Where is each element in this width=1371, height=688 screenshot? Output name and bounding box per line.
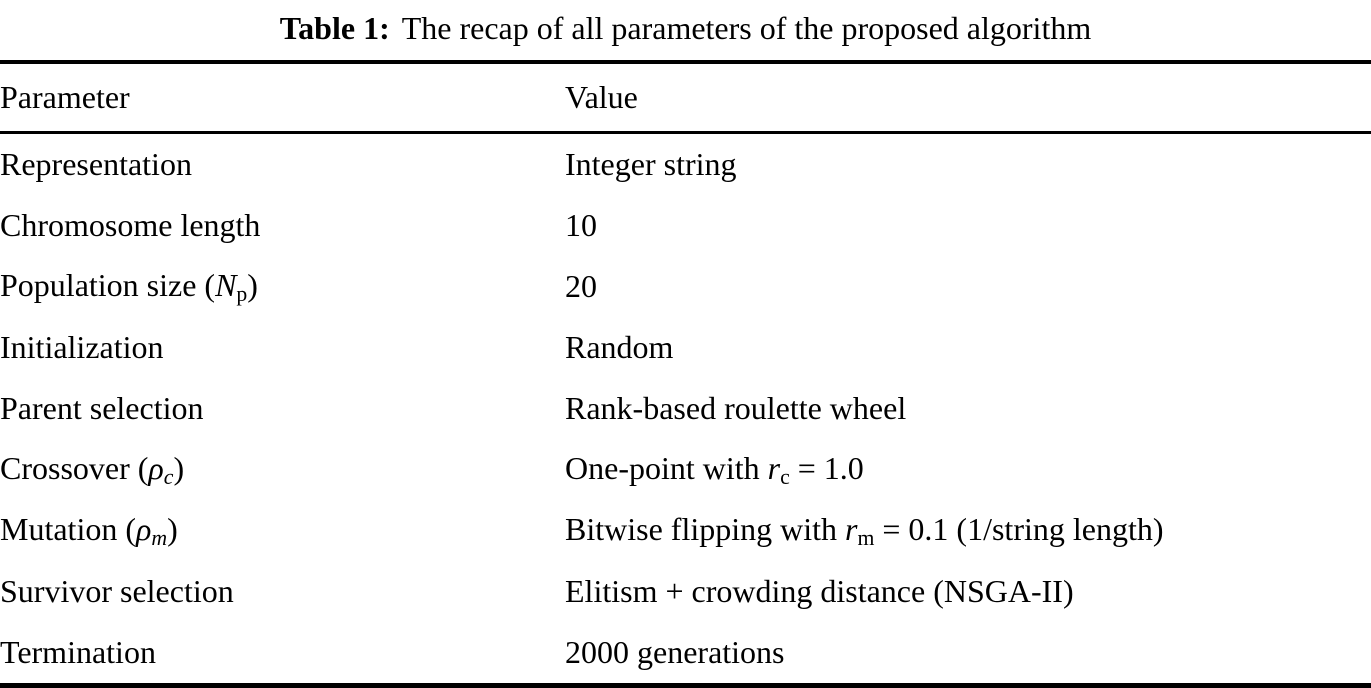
table-row bbox=[0, 317, 1371, 378]
column-header-parameter: Parameter bbox=[0, 62, 565, 133]
parameter-cell: Parent selection bbox=[0, 390, 204, 426]
table-row bbox=[0, 133, 1371, 196]
value-cell: Rank-based roulette wheel bbox=[565, 390, 907, 426]
parameter-cell: Termination bbox=[0, 634, 156, 670]
table-row bbox=[0, 500, 1371, 561]
table-caption bbox=[0, 0, 1371, 60]
column-header-value: Value bbox=[565, 62, 1371, 133]
value-cell: Bitwise flipping with rm = 0.1 (1/string length) bbox=[565, 510, 1164, 550]
parameter-cell: Mutation (ρm) bbox=[0, 510, 178, 550]
table-caption-label: Table 1: bbox=[279, 10, 390, 46]
table-row bbox=[0, 561, 1371, 622]
table-header-row bbox=[0, 62, 1371, 133]
parameter-cell: Crossover (ρc) bbox=[0, 449, 185, 489]
parameter-cell: Representation bbox=[0, 146, 192, 182]
value-cell: 20 bbox=[565, 268, 597, 304]
value-cell: Integer string bbox=[565, 146, 737, 182]
parameter-cell: Population size (Np) bbox=[0, 266, 258, 306]
table-row bbox=[0, 622, 1371, 686]
value-cell: One-point with rc = 1.0 bbox=[565, 449, 864, 489]
table-row bbox=[0, 195, 1371, 256]
table-row bbox=[0, 439, 1371, 500]
parameter-cell: Chromosome length bbox=[0, 207, 261, 243]
value-cell: 2000 generations bbox=[565, 634, 785, 670]
table-row bbox=[0, 256, 1371, 317]
table-caption-text: The recap of all parameters of the proposed algorithm bbox=[401, 10, 1092, 46]
value-cell: Elitism + crowding distance (NSGA-II) bbox=[565, 573, 1074, 609]
value-cell: 10 bbox=[565, 207, 597, 243]
parameters-table bbox=[0, 60, 1371, 688]
parameter-cell: Survivor selection bbox=[0, 573, 234, 609]
table-row bbox=[0, 378, 1371, 439]
parameter-cell: Initialization bbox=[0, 329, 164, 365]
value-cell: Random bbox=[565, 329, 674, 365]
